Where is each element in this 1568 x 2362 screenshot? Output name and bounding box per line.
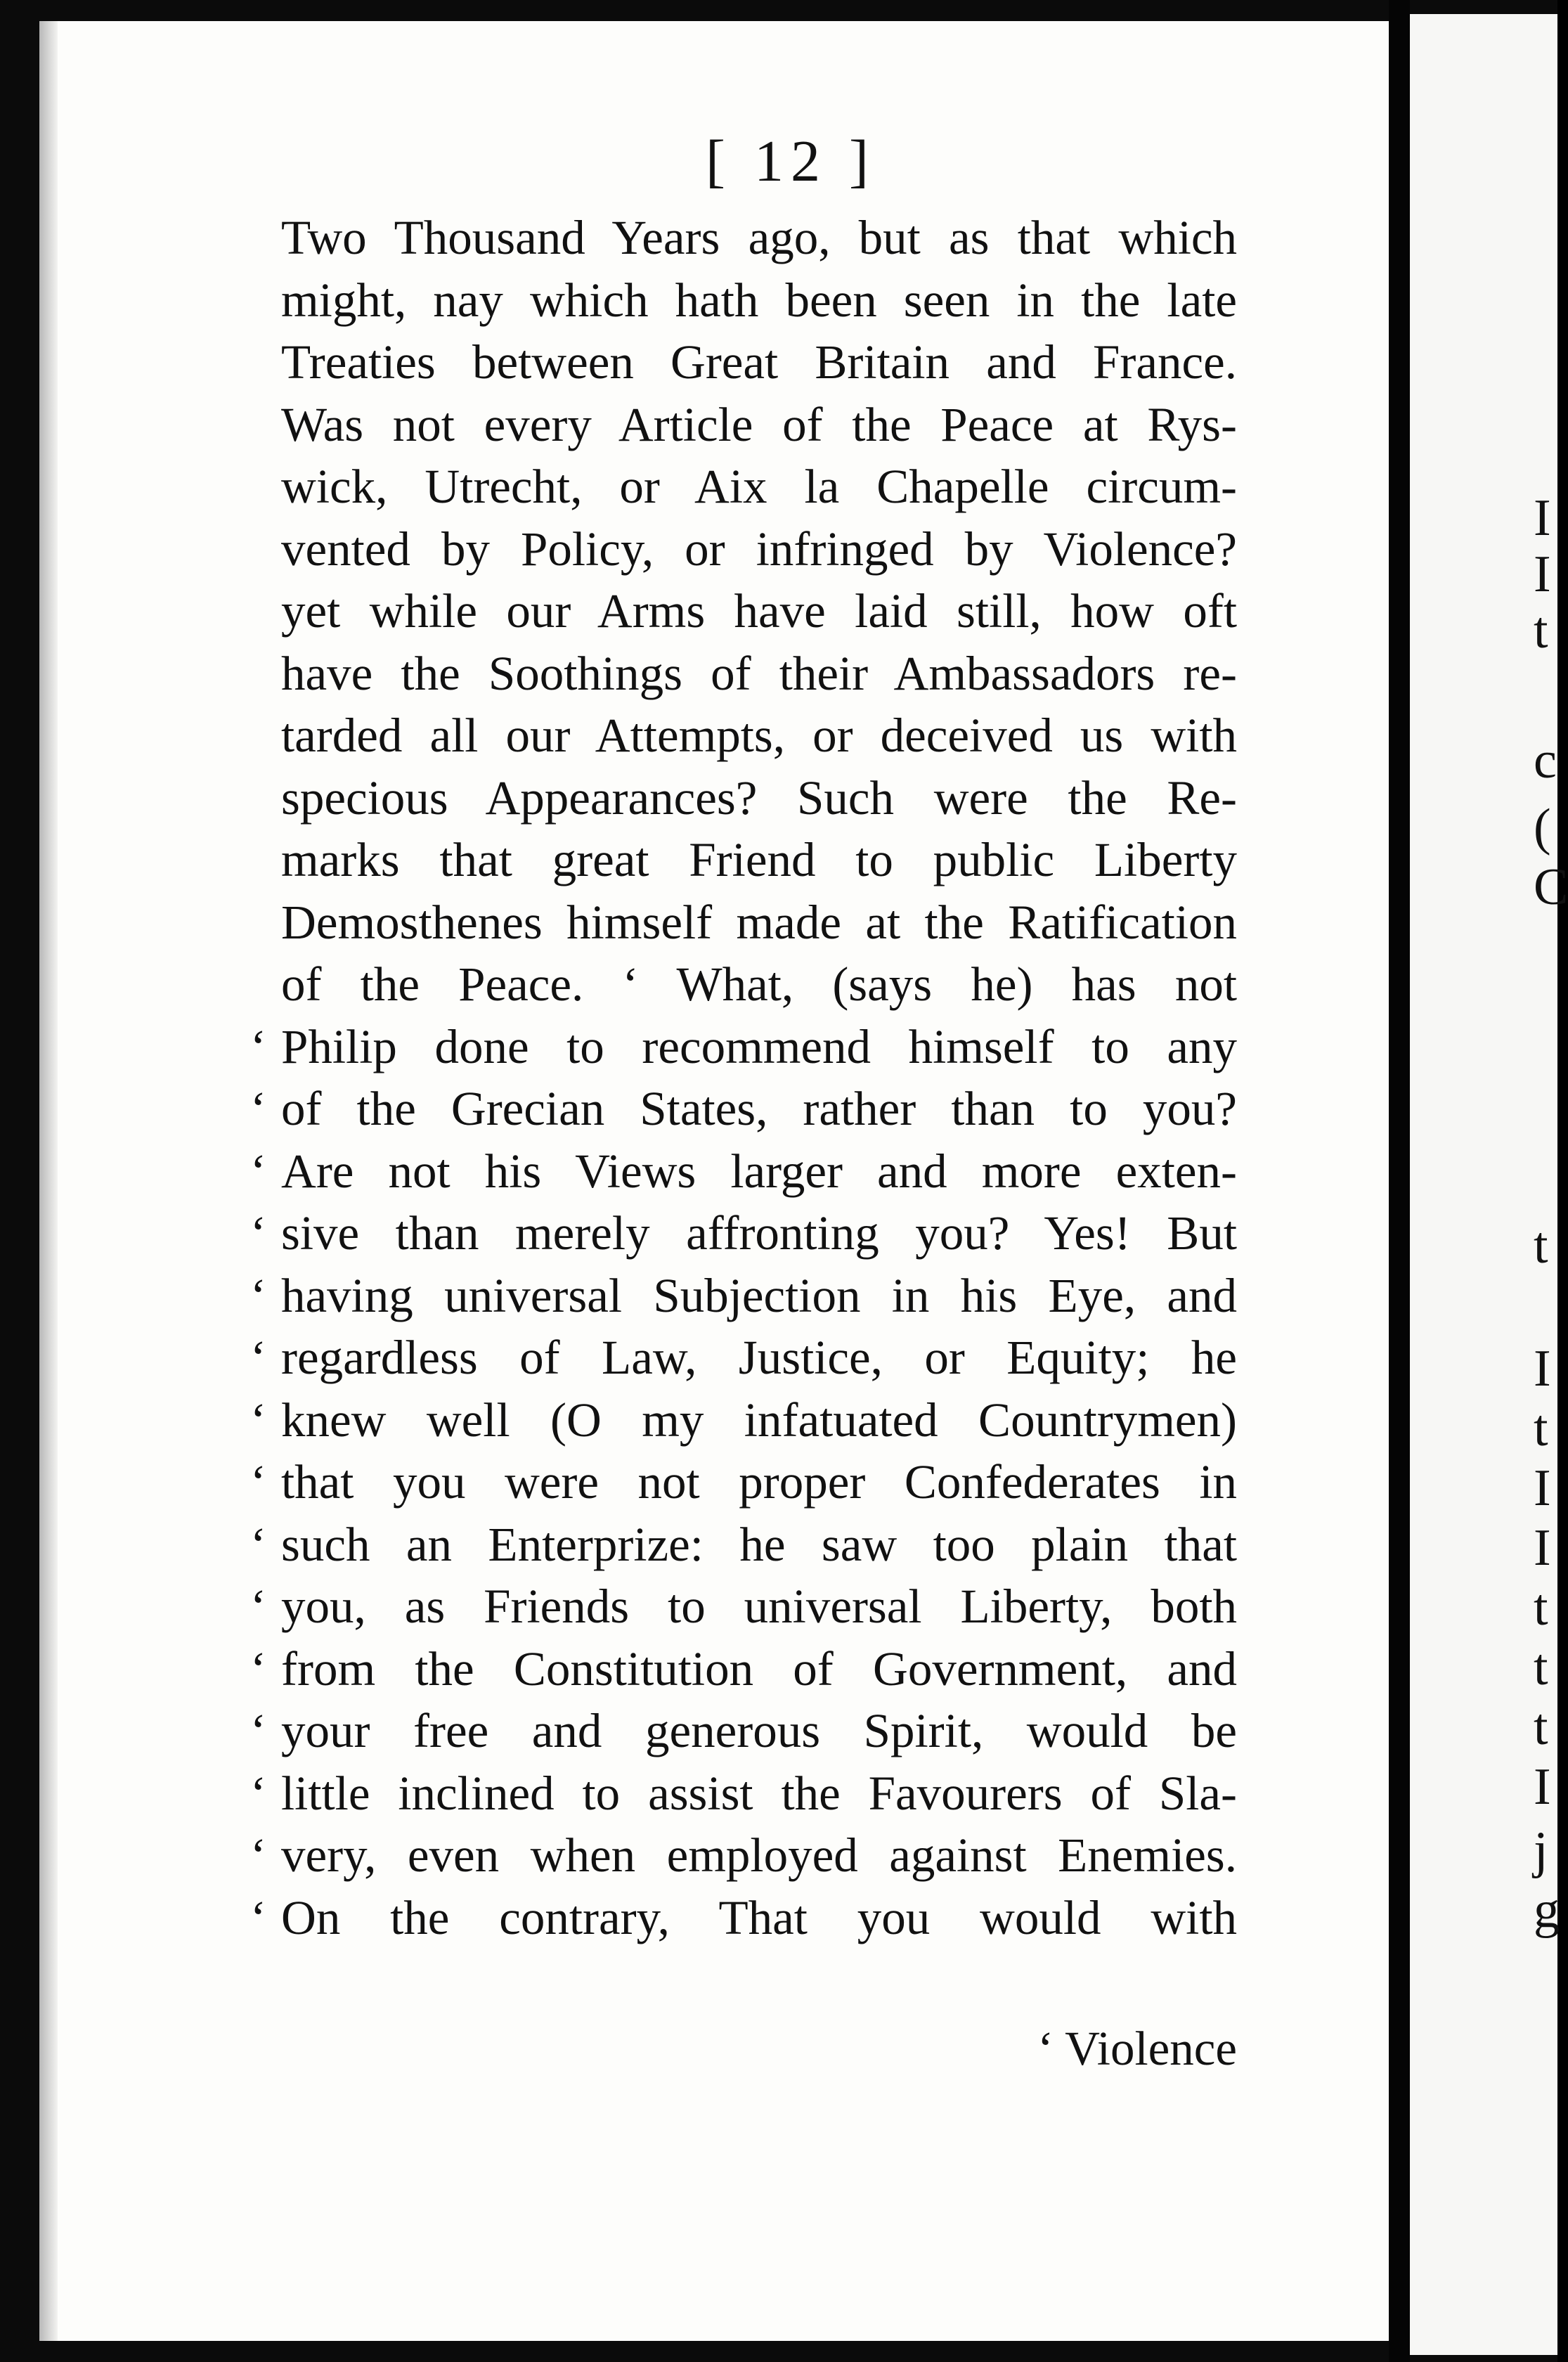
facing-fragment: I <box>1534 489 1551 547</box>
line-text: Two Thousand Years ago, but as that which <box>281 211 1237 264</box>
line-text: On the contrary, That you would with <box>281 1890 1237 1944</box>
facing-fragment: C <box>1534 858 1568 916</box>
line-text: such an Enterprize: he saw too plain that <box>281 1517 1237 1571</box>
text-line <box>250 1202 1237 1265</box>
quotation-mark: ‘ <box>250 1890 266 1944</box>
quotation-mark: ‘ <box>250 1206 266 1260</box>
facing-page-fragments <box>1534 0 1568 2362</box>
text-line <box>250 1762 1237 1825</box>
quotation-mark: ‘ <box>250 1268 266 1322</box>
text-lines <box>250 207 1237 1949</box>
facing-fragment: I <box>1534 1459 1551 1517</box>
facing-fragment: I <box>1534 1758 1551 1816</box>
text-line <box>250 1824 1237 1887</box>
facing-fragment: t <box>1534 1217 1548 1274</box>
text-line <box>250 1700 1237 1762</box>
facing-fragment: ( <box>1534 799 1551 856</box>
line-text: regardless of Law, Justice, or Equity; he <box>281 1331 1237 1384</box>
text-line <box>281 704 1237 767</box>
line-text: sive than merely affronting you? Yes! But <box>281 1206 1237 1260</box>
text-line <box>250 1327 1237 1389</box>
line-text: have the Soothings of their Ambassadors re- <box>281 646 1237 700</box>
line-text: Philip done to recommend himself to any <box>281 1019 1237 1073</box>
line-text: marks that great Friend to public Liberty <box>281 833 1237 886</box>
text-line <box>250 1451 1237 1514</box>
quotation-mark: ‘ <box>250 1331 266 1384</box>
line-text: little inclined to assist the Favourers of Sla- <box>281 1766 1237 1820</box>
text-line <box>281 269 1237 332</box>
facing-fragment: t <box>1534 602 1548 659</box>
text-line <box>250 1638 1237 1700</box>
line-text: Treaties between Great Britain and France. <box>281 335 1237 389</box>
facing-fragment: c <box>1534 732 1557 789</box>
page-text <box>250 120 1237 1949</box>
text-line <box>281 331 1237 394</box>
text-line <box>281 829 1237 891</box>
quotation-mark: ‘ <box>250 1019 266 1073</box>
facing-fragment: g <box>1534 1881 1560 1939</box>
text-line <box>250 1389 1237 1452</box>
line-text: very, even when employed against Enemies. <box>281 1828 1237 1882</box>
line-text: Was not every Article of the Peace at Rys- <box>281 397 1237 451</box>
text-line <box>281 207 1237 269</box>
line-text: that you were not proper Confederates in <box>281 1455 1237 1509</box>
quotation-mark: ‘ <box>250 1517 266 1571</box>
text-line <box>281 580 1237 643</box>
text-line <box>250 1016 1237 1078</box>
book-gutter <box>1389 0 1410 2362</box>
text-line <box>250 1078 1237 1140</box>
text-line <box>250 1265 1237 1327</box>
line-text: Demosthenes himself made at the Ratification <box>281 895 1237 949</box>
text-line <box>281 518 1237 581</box>
line-text: yet while our Arms have laid still, how oft <box>281 584 1237 638</box>
quotation-mark: ‘ <box>250 1766 266 1820</box>
quotation-mark: ‘ <box>250 1828 266 1882</box>
quotation-mark: ‘ <box>250 1082 266 1135</box>
facing-fragment: I <box>1534 1340 1551 1398</box>
facing-fragment: j <box>1534 1821 1548 1879</box>
text-line <box>250 1140 1237 1203</box>
facing-fragment: t <box>1534 1698 1548 1756</box>
text-line <box>281 891 1237 954</box>
line-text: your free and generous Spirit, would be <box>281 1704 1237 1757</box>
facing-fragment: t <box>1534 1639 1548 1696</box>
text-line <box>281 456 1237 518</box>
line-text: of the Peace. ‘ What, (says he) has not <box>281 957 1237 1011</box>
line-text: wick, Utrecht, or Aix la Chapelle circum- <box>281 460 1237 513</box>
line-text: you, as Friends to universal Liberty, both <box>281 1580 1237 1633</box>
line-text: might, nay which hath been seen in the late <box>281 273 1237 327</box>
text-line <box>281 394 1237 456</box>
facing-fragment: t <box>1534 1579 1548 1637</box>
facing-fragment: I <box>1534 546 1551 603</box>
line-text: of the Grecian States, rather than to you? <box>281 1082 1237 1135</box>
text-line <box>250 1887 1237 1949</box>
page-number: [ 12 ] <box>706 129 876 194</box>
text-line <box>281 643 1237 705</box>
text-line <box>250 1575 1237 1638</box>
quotation-mark: ‘ <box>250 1144 266 1198</box>
text-line <box>250 1514 1237 1576</box>
text-line <box>281 767 1237 830</box>
line-text: Are not his Views larger and more exten- <box>281 1144 1237 1198</box>
catchword: ‘ Violence <box>1037 2022 1237 2075</box>
facing-fragment: I <box>1534 1519 1551 1577</box>
quotation-mark: ‘ <box>250 1393 266 1447</box>
text-line <box>281 953 1237 1016</box>
quotation-mark: ‘ <box>250 1641 266 1696</box>
page-edge-shadow <box>39 21 58 2341</box>
line-text: having universal Subjection in his Eye, and <box>281 1268 1237 1322</box>
line-text: specious Appearances? Such were the Re- <box>281 770 1237 825</box>
quotation-mark: ‘ <box>250 1455 266 1509</box>
facing-fragment: t <box>1534 1400 1548 1457</box>
quotation-mark: ‘ <box>250 1704 266 1757</box>
line-text: vented by Policy, or infringed by Violence? <box>281 522 1237 576</box>
line-text: knew well (O my infatuated Countrymen) <box>281 1393 1237 1447</box>
quotation-mark: ‘ <box>250 1580 266 1633</box>
line-text: tarded all our Attempts, or deceived us with <box>281 709 1237 762</box>
line-text: from the Constitution of Government, and <box>281 1641 1237 1696</box>
